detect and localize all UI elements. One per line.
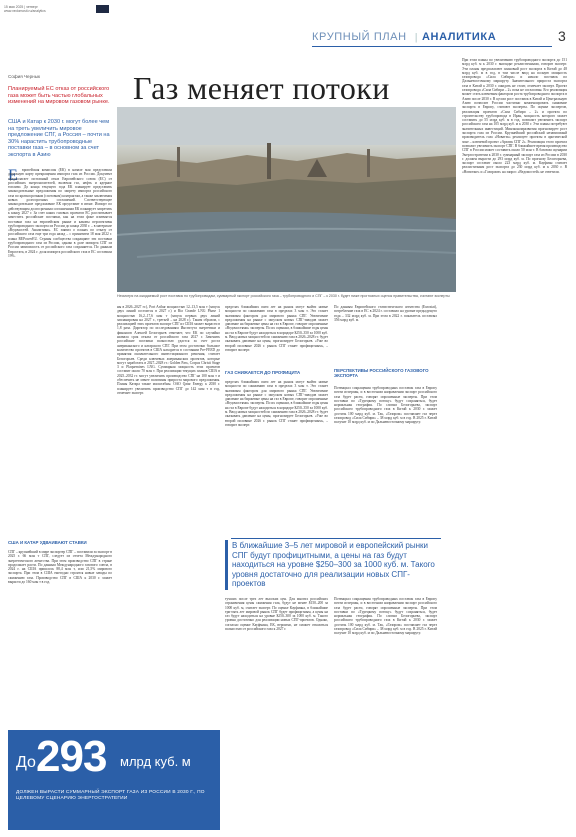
pullquote-bar: [225, 540, 228, 590]
col3b-text: тучших после трех лет высоких цен. Для многих российских ограничения цены сжижения газа, будут не менее $150–200 за 1000 куб. м, считает эксперт. По оценке Кауфмана, в ближайшие три-пять лет мировой рынок СПГ будет профицитным, а цены на газ будут находиться на уровне $250–300 за 1000 куб. м. Такого уровня достаточно для реализации новых СПГ-проектов. Однако, согласно оценке Кауфмана, ЕК, вероятно, не сможет отказаться полностью от российского газа к 2027 г.: [225, 597, 328, 632]
site-url: www.vedomosti.ru/analytics: [4, 9, 46, 14]
section-left: КРУПНЫЙ ПЛАН: [312, 31, 407, 43]
col3-text: пределах ближайших пяти лет на рынок могут выйти новые мощности по сжижению газа в пределах 3 млн т. Это станет значимым фактором для мирового рынка СПГ. Увеличение предложения на рынке с запуском новых СПГ-заводов может давление на биржевые цены на газ в Европе, говорит опрошенные «Ведомостями» эксперты. По их оценкам, в ближайшие годы цены на газ в Европе будут находиться в коридоре $250–350 за 1000 куб. м. Ввод новых мощностей по сжижению газа в 2026–2028 гг. будет оказывать давление на цены, прогнозирует Белогорьев. «Уже во второй половине 2026 г. рынок СПГ станет профицитным», – говорит эксперт.: [225, 380, 328, 427]
header-rule: [312, 46, 552, 47]
key-figure-box: [8, 730, 220, 830]
col5-text: При этом планы по увеличению трубопроводного экспорта до 151 млрд куб. м к 2030 г. выглядят реалистичными, говорит эксперт. Эти планы предполагают плановый рост экспорта в Китай до 48 млрд куб. м в год, в том числе ввод на полную мощность газопровода «Сила Сибири» и начало поставок по Дальневосточному маршруту. Значительного прироста экспорта газа в Китай к 2030 г. ожидать не стоит, отмечает эксперт. Проект газопровода «Сила Сибири – 2» пока не согласован. Его реализация может стать ключевым фактором роста трубопроводного экспорта в Азию после 2030 г. В целом рост поставок в Китай и Центральную Азию позволит России частично компенсировать снижение экспорта в Европу, считают эксперты. По оценке экспертов, реализация проектов «Сила Сибири – 2» и проекта по строительству трубопровода в Иран, мощность которого может составить до 55 млрд куб. м в год, позволит увеличить экспорт российского газа на 105 млрд куб. м к 2030 г. Эти планы потребуют значительных инвестиций. Минэкономразвития прогнозирует рост экспорта газа из России. Крупнейший российский независимый производитель газа «Новатэк» реализует проекты в арктической зоне – ключевой проект «Арктик СПГ 2». Реализация этого проекта позволит увеличить экспорт СПГ. В ближайшее время производство СПГ в России может составить около 50 млн т. В базовом сценарии Энергостратегии к 2030 г. суммарный экспорт газа из России в 2030 г. должен вырасти до 293 млрд куб. м. По прогнозу Белогорьева, экспорт составит около 223 млрд куб. м. Кауфман считает реалистичным рост экспорта до 230 млрд куб. м к 2030 г. В «Новатэке» и «Газпроме» на запрос «Ведомостей» не ответили.: [462, 58, 567, 174]
col1b-text: СПГ – крупнейший в мире экспортер СПГ – поставили за экспорт в 2025 г. 66 млн т СПГ, следует из отчета Международного энергетического агентства. При этом производство СПГ в стране продолжает расти. По данным Международного газового союза, в 2024 г. на США пришлось 88,4 млн т, или 21,5% мирового экспорта. При этом в США ежегодно строятся новые заводы по сжижению газа. Производство СПГ в США к 2030 г. может вырасти до 160 млн т в год.: [8, 550, 112, 585]
subhead-usa-qatar: США И КАТАР УДВАИВАЮТ СТАВКИ: [8, 540, 87, 545]
col1-text: вропейская комиссия (ЕК) в начале мая представила дорожную карту прекращения импорта газа из России. Документ предполагает поэтапный отказ Европейского союза (ЕС) от российских энергоносителей, включая газ, нефть и ядерное топливо. До конца текущего года ЕК планирует представить законодательные предложения по запрету импорта российского газа по краткосрочным (спотовым) контрактам, а также заключения новых долгосрочных соглашений. Соответствующее законодательное предложение ЕК представит в июне. Импорт по действующим долгосрочным соглашениям ЕК планирует запретить к концу 2027 г. За счет каких газовых проектов ЕС рассчитывает заместить российские поставки, как на этом фоне изменятся поставки газа на европейском рынке и каковы перспективы трубопроводного экспорта из России до конца 2030 г. – в материале «Ведомостей. Аналитики». ЕС заявил о планах по отказу от российского газа еще три года назад – с принятием 18 мая 2022 г. плана REPowerEU. Страны сообщества сокращают эти поставки трубопроводного газа из России, однако в доле импорта СПГ из России зависимость от российского газа сохраняется. По данным Евростата, в 2024 г. доля импорта российского газа в ЕС составила 19%.: [8, 168, 112, 258]
subhead-gas-surplus: ГАЗ СНИЖАЕТСЯ ДО ПРОФИЦИТА: [225, 370, 301, 375]
col4b-text: Потенциал сокращения трубопроводных поставок газа в Европу почти исчерпан, и в восточном направлении экспорт российского газа будет расти, говорят опрошенные эксперты. При этом поставки по «Турецкому потоку» будут сохраняться, будет нормальная география. По словам Белогорьева, экспорт российского трубопроводного газа в Китай к 2030 г. может достичь 100 млрд куб. м. Так, «Газпром» поставляет газ через газопровод «Сила Сибири» – 38 млрд куб. м в год. В 2025 г. Китай получит 10 млрд куб. м по Дальневосточному маршруту.: [334, 386, 437, 425]
issue-date: 15 мая 2025 | четверг: [4, 5, 38, 9]
col3-text-top: пределах ближайших пяти лет на рынок могут выйти новые мощности по сжижению газа в пределах 3 млн т. Это станет значимым фактором для мирового рынка СПГ. Увеличение предложения на рынке с запуском новых СПГ-заводов может давление на биржевые цены на газ в Европе, говорит опрошенные «Ведомостями» эксперты. По их оценкам, в ближайшие годы цены на газ в Европе будут находиться в коридоре $250–350 за 1000 куб. м. Ввод новых мощностей по сжижению газа в 2026–2028 гг. будет оказывать давление на цены, прогнозирует Белогорьев. «Уже во второй половине 2026 г. рынок СПГ станет профицитным», – говорит эксперт.: [225, 305, 328, 352]
key-figure-value: 293: [36, 732, 107, 781]
pullquote-rule: [231, 538, 441, 539]
section-divider: |: [415, 31, 418, 43]
section-right: АНАЛИТИКА: [422, 31, 497, 43]
key-figure-caption: ДОЛЖЕН ВЫРАСТИ СУММАРНЫЙ ЭКСПОРТ ГАЗА ИЗ РОССИИ В 2030 Г., ПО ЦЕЛЕВОМУ СЦЕНАРИЮ ЭНЕРГОСТРАТЕГИИ: [16, 790, 205, 801]
drop-cap: Е: [8, 167, 18, 184]
subhead-export-prospects: ПЕРСПЕКТИВЫ РОССИЙСКОГО ГАЗОВОГО ЭКСПОРТА: [334, 368, 429, 379]
key-figure-unit: млрд куб. м: [120, 754, 191, 769]
publisher-logo: [96, 5, 109, 13]
article-title: Газ меняет потоки: [133, 70, 390, 106]
lead-red: Планируемый ЕС отказ от российского газа может быть частью глобальных изменений на мировом газовом рынке.: [8, 86, 110, 106]
author-name: София Чернык: [8, 74, 41, 79]
photo-caption: Несмотря на ожидаемый рост поставок по трубопроводам, суммарный экспорт российского газа – трубопроводного и СПГ – к 2030 г. будет ниже прогнозных оценок правительства, считают эксперты: [117, 294, 450, 298]
lead-blue: США и Катар к 2030 г. могут более чем на треть увеличить мировое предложение СПГ, а Россия – почти на 30% нарастить трубопроводные поставки газа – в основном за счет экспорта в Азию: [8, 119, 110, 158]
col4c-text: Потенциал сокращения трубопроводных поставок газа в Европу почти исчерпан, и в восточном направлении экспорт российского газа будет расти, говорят опрошенные эксперты. При этом поставки по «Турецкому потоку» будут сохраняться, будет нормальная география. По словам Белогорьева, экспорт российского трубопроводного газа в Китай к 2030 г. может достичь 100 млрд куб. м. Так, «Газпром» поставляет газ через газопровод «Сила Сибири» – 38 млрд куб. м в год. В 2025 г. Китай получит 10 млрд куб. м по Дальневосточному маршруту.: [334, 597, 437, 636]
article-photo: [117, 107, 456, 292]
col2-text: ны в 2026–2027 гг.), Port Arthur мощностью 12–13,5 млн т (запуск двух линий состоится в 2027 г.) и Rio Grande LNG Phase 1 мощностью 16,2–17,6 млн т (запуск первых двух линий запланирован на 2027 г., третьей – на 2028 г.). Таким образом, с реализацией этих проектов экспорт СПГ из США может вырасти в 1,8 раза. Директор по исследованиям Института энергетики и финансов Алексей Белогорьев отмечает, что ЕК по случайно назвала срок отказа от российского газа 2027 г. Заменить российские поставки полностью удастся за счет роста американского и катарского СПГ. При этом достаточно большое количество проектов в США находится в состоянии Pre-FEED до принятия окончательного инвестиционного решения, считает Белогорьев. Среди ключевых американских проектов, которые могут заработать в 2027–2028 гг.: Golden Pass, Corpus Christi Stage 3 и Plaquemines LNG. Суммарная мощность этих проектов составит около 70 млн т. При реализации текущих планов США в 2025–2032 гг. могут увеличить производство СПГ на 100 млн т и обеспечить не менее половины прироста мирового предложения. Планы Катара также масштабны. ОАО Qatar Energy к 2030 г. планирует увеличить производство СПГ до 142 млн т в год, отмечает эксперт.: [117, 305, 220, 395]
col4-text: По данным Европейского статистического агентства (Eurostat), потребление газа в ЕС в 2024 г. составило на уровне предыдущего года – 332 млрд куб. м. При этом в 2022 г. показатель составлял 356 млрд куб. м.: [334, 305, 437, 322]
photo-illustration: [117, 107, 456, 292]
pullquote: В ближайшие 3–5 лет мировой и европейский рынки СПГ будут профицитными, а цены на газ будут находиться на уровне $250–300 за 1000 куб. м. Такого уровня достаточно для реализации новых СПГ-проектов: [232, 541, 435, 589]
page-number: 3: [558, 28, 566, 44]
key-figure-prefix: До: [16, 754, 36, 771]
